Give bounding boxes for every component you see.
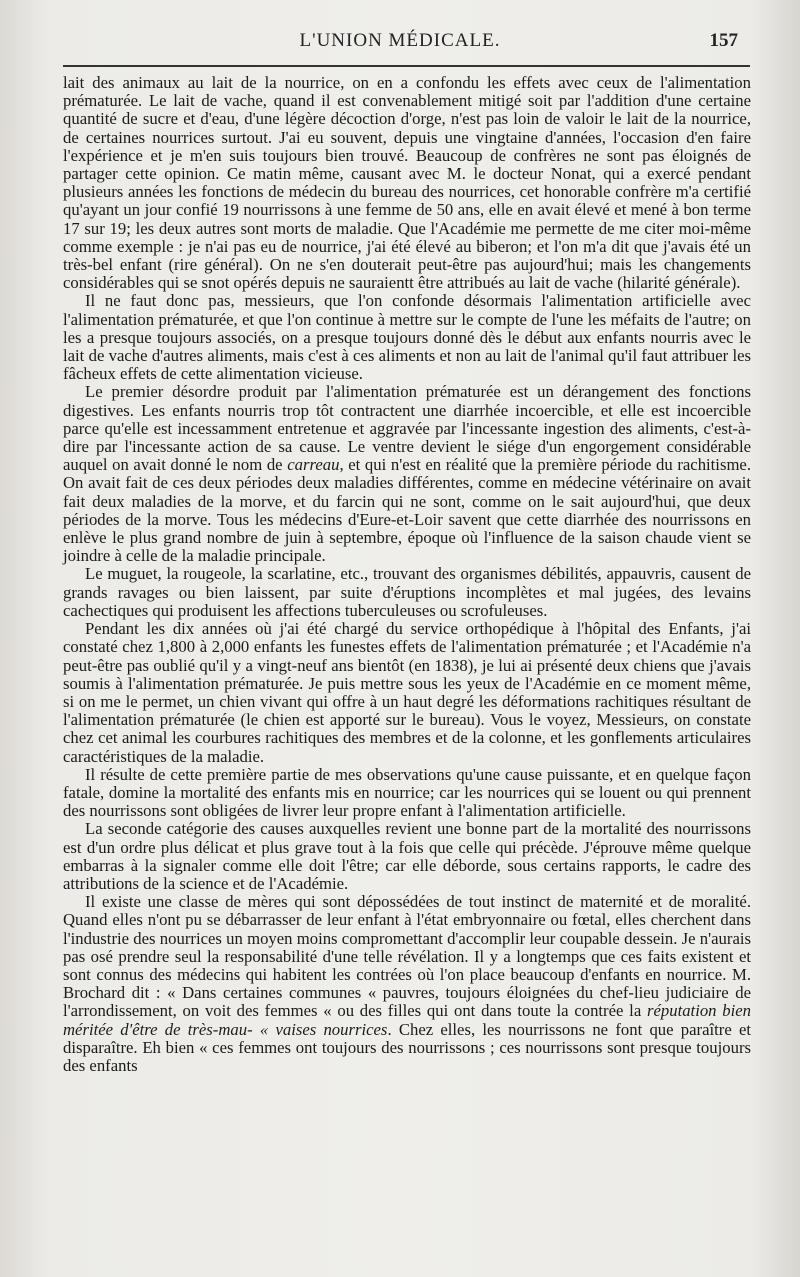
italic-text: réputation bien méritée d'être de très-mau- « vaises nourrices <box>63 1001 751 1039</box>
italic-text: carreau <box>287 455 340 475</box>
paragraph: Il résulte de cette première partie de mes observations qu'une cause puissante, et en quelque façon fatale, domine la mortalité des enfants mis en nourrice; car les nourrices qui se louent ou qui prennent des nourrissons sont obligées de livrer leur propre enfant à l'alimentation artificielle. <box>63 764 751 821</box>
header-rule <box>63 65 750 67</box>
paragraph: Il existe une classe de mères qui sont dépossédées de tout instinct de maternité et de moralité. Quand elles n'ont pu se débarrasser de leur enfant à l'état embryonnaire ou fœtal, elles cherchent dans l'industrie des nourrices un moyen moins compromettant d'accomplir leur coupable dessein. Je n'aurais pas osé prendre seul la responsabilité d'une telle révélation. Il y a longtemps que ces faits existent et sont connus des médecins qui habitent les contrées où l'on place beaucoup d'enfants en nourrice. M. Brochard dit : « Dans certaines communes « pauvres, toujours éloignées du chef-lieu judiciaire de l'arrondissement, on voit des femmes « ou des filles qui ont dans toute la contrée la réputation bien méritée d'être de très-mau- « vaises nourrices. Chez elles, les nourrissons ne font que paraître et disparaître. Eh bien « ces femmes ont toujours des nourrissons ; ces nourrissons sont presque toujours des enfants <box>63 892 752 1075</box>
paragraph: lait des animaux au lait de la nourrice, on en a confondu les effets avec ceux de l'alimentation prématurée. Le lait de vache, quand il est convenablement mitigé soit par l'addition d'une certaine quantité de sucre et d'eau, d'une légère décoction d'orge, n'est pas loin de valoir le lait de la nourrice, de certaines nourrices surtout. J'ai eu souvent, depuis une vingtaine d'années, l'occasion d'en faire l'expérience et je m'en suis toujours bien trouvé. Beaucoup de confrères ne sont pas éloignés de partager cette opinion. Ce matin même, causant avec M. le docteur Nonat, qui a exercé pendant plusieurs années les fonctions de médecin du bureau des nourrices, cet honorable confrère m'a certifié qu'ayant un jour confié 19 nourrissons à une femme de 50 ans, elle en avait élevé et mené à bon terme 17 sur 19; les deux autres sont morts de maladie. Que l'Académie me permette de me citer moi-même comme exemple : je n'ai pas eu de nourrice, j'ai été élevé au biberon; et l'on m'a dit que j'avais été un très-bel enfant (rire général). On ne s'en douterait peut-être pas aujourd'hui; mais les changements considérables qui se snot opérés depuis ne sauraientt être attribués au lait de vache (hilarité générale). <box>63 73 751 293</box>
paragraph: La seconde catégorie des causes auxquelles revient une bonne part de la mortalité des nourrissons est d'un ordre plus délicat et plus grave tout à la fois que celle qui précède. J'éprouve même quelque embarras à la signaler comme elle doit l'être; car elle déborde, sous certains rapports, le cadre des attributions de la science et de l'Académie. <box>63 819 751 893</box>
running-title: L'UNION MÉDICALE. <box>299 30 501 51</box>
article-body <box>63 74 751 1075</box>
paragraph: Le muguet, la rougeole, la scarlatine, etc., trouvant des organismes débilités, appauvris, causent de grands ravages ou bien laissent, par suite d'éruptions incomplètes et mal jugées, des levains cachectiques qui produisent les affections tuberculeuses ou scrofuleuses. <box>63 564 751 620</box>
paragraph: Le premier désordre produit par l'alimentation prématurée est un dérangement des fonctions digestives. Les enfants nourris trop tôt contractent une diarrhée incoercible, et elle est incoercible parce qu'elle est incessamment entretenue et aggravée par l'incessante ingestion des aliments, c'est-à-dire par l'incessante action de sa cause. Le ventre devient le siége d'un engorgement considérable auquel on avait donné le nom de carreau, et qui n'est en réalité que la première période du rachitisme. On avait fait de ces deux périodes deux maladies différentes, comme en médecine vétérinaire on avait fait deux maladies de la morve, et du farcin qui ne sont, comme on le sait aujourd'hui, que deux périodes de la morve. Tous les médecins d'Eure-et-Loir savent que cette diarrhée des nourrissons en enlève le plus grand nombre de juin à septembre, époque où l'influence de la saison chaude vient se joindre à celle de la maladie principale. <box>63 382 751 566</box>
page-header <box>0 30 800 56</box>
paragraph: Pendant les dix années où j'ai été chargé du service orthopédique à l'hôpital des Enfants, j'ai constaté chez 1,800 à 2,000 enfants les funestes effets de l'alimentation prématurée ; et l'Académie n'a peut-être pas oublié qu'il y a vingt-neuf ans bientôt (en 1838), je lui ai présenté deux chiens que j'avais soumis à l'alimentation prématurée. Je puis mettre sous les yeux de l'Académie en ce moment même, si on me le permet, un chien vivant qui offre à un haut degré les déformations rachitiques résultant de l'alimentation prématurée (le chien est apporté sur le bureau). Vous le voyez, Messieurs, on constate chez cet animal les courbures rachitiques des membres et de la colonne, et les gonflements articulaires caractéristiques de la maladie. <box>63 619 751 766</box>
paragraph: Il ne faut donc pas, messieurs, que l'on confonde désormais l'alimentation artificielle avec l'alimentation prématurée, et que l'on continue à mettre sur le compte de l'une les méfaits de l'autre; on les a presque toujours associés, on a presque toujours donné dès le début aux enfants nourris avec le lait de vache d'autres aliments, mais c'est à ces aliments et non au lait de l'animal qu'il faut attribuer les fâcheux effets de cette alimentation vicieuse. <box>63 291 751 384</box>
page-number: 157 <box>709 30 738 51</box>
